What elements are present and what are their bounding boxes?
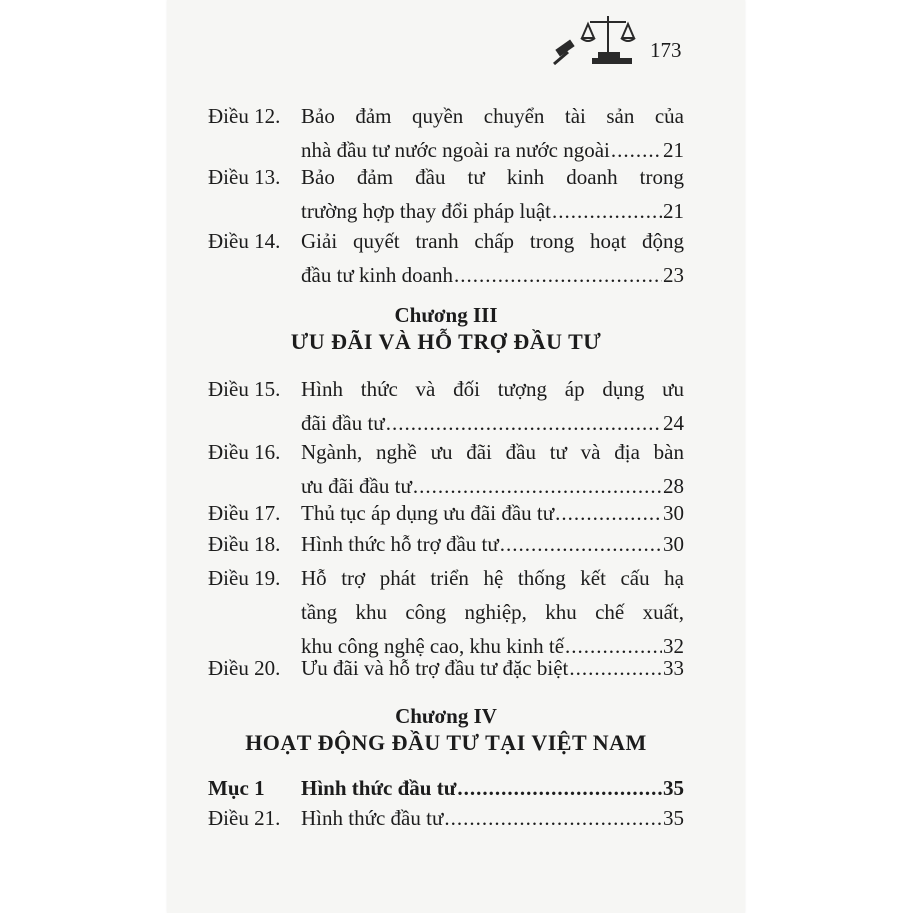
dot-leader	[569, 651, 662, 685]
toc-entry-title-cont: ưu đãi đầu tư	[301, 474, 412, 498]
toc-entry-title: Bảo đảm quyền chuyển tài sản của	[301, 104, 684, 128]
toc-entry-label: Điều 12.	[208, 104, 281, 128]
chapter-name: HOẠT ĐỘNG ĐẦU TƯ TẠI VIỆT NAM	[245, 730, 647, 755]
toc-entry-title: Ưu đãi và hỗ trợ đầu tư đặc biệt	[301, 656, 569, 680]
toc-entry-label: Mục 1	[208, 776, 265, 800]
toc-entry-title: Bảo đảm đầu tư kinh doanh trong	[301, 165, 684, 189]
toc-entry-title: Ngành, nghề ưu đãi đầu tư và địa bàn	[301, 440, 684, 464]
chapter-name: ƯU ĐÃI VÀ HỖ TRỢ ĐẦU TƯ	[290, 329, 602, 354]
dot-leader	[500, 527, 662, 561]
toc-entry-label: Điều 16.	[208, 440, 281, 464]
toc-entry-page: 24	[663, 411, 684, 435]
toc-entry-title: Hình thức đầu tư	[301, 776, 457, 800]
toc-entry-page: 30	[663, 532, 684, 556]
toc-entry-label: Điều 21.	[208, 806, 281, 830]
dot-leader	[444, 801, 662, 835]
dot-leader	[555, 496, 662, 530]
toc-entry-page: 33	[663, 656, 684, 680]
toc-entry-title: Hình thức đầu tư	[301, 806, 444, 830]
toc-entry-page: 35	[663, 776, 684, 800]
toc-entry-title-cont: tầng khu công nghiệp, khu chế xuất,	[301, 600, 684, 624]
toc-entry-label: Điều 18.	[208, 532, 281, 556]
toc-entry-title: Hình thức hỗ trợ đầu tư	[301, 532, 499, 556]
dot-leader	[457, 771, 662, 805]
toc-entry-title-cont: khu công nghệ cao, khu kinh tế	[301, 634, 565, 658]
toc-entry-title: Hỗ trợ phát triển hệ thống kết cấu hạ	[301, 566, 684, 590]
toc-entry-title-cont: đầu tư kinh doanh	[301, 263, 453, 287]
toc-entry-page: 32	[663, 634, 684, 658]
chapter-title: Chương IV	[395, 704, 497, 728]
toc-entry-page: 21	[663, 199, 684, 223]
chapter-title: Chương III	[394, 303, 498, 327]
dot-leader	[454, 258, 662, 292]
toc-entry-label: Điều 14.	[208, 229, 281, 253]
toc-entry-title-cont: đãi đầu tư	[301, 411, 385, 435]
toc-entry-title-cont: nhà đầu tư nước ngoài ra nước ngoài	[301, 138, 610, 162]
toc-entry-title-cont: trường hợp thay đổi pháp luật	[301, 199, 551, 223]
toc-entry-label: Điều 13.	[208, 165, 281, 189]
toc-entry-label: Điều 17.	[208, 501, 281, 525]
toc-entry-page: 30	[663, 501, 684, 525]
scales-of-justice-and-gavel-icon	[548, 8, 648, 68]
dot-leader	[552, 194, 662, 228]
toc-entry-title: Thủ tục áp dụng ưu đãi đầu tư	[301, 501, 555, 525]
toc-entry-label: Điều 19.	[208, 566, 281, 590]
toc-entry-label: Điều 20.	[208, 656, 281, 680]
toc-entry-page: 35	[663, 806, 684, 830]
toc-entry-title: Hình thức và đối tượng áp dụng ưu	[301, 377, 684, 401]
toc-entry-page: 21	[663, 138, 684, 162]
toc-entry-title: Giải quyết tranh chấp trong hoạt động	[301, 229, 684, 253]
toc-entry-page: 23	[663, 263, 684, 287]
toc-entry-label: Điều 15.	[208, 377, 281, 401]
toc-entry-page: 28	[663, 474, 684, 498]
page-number: 173	[650, 38, 682, 62]
